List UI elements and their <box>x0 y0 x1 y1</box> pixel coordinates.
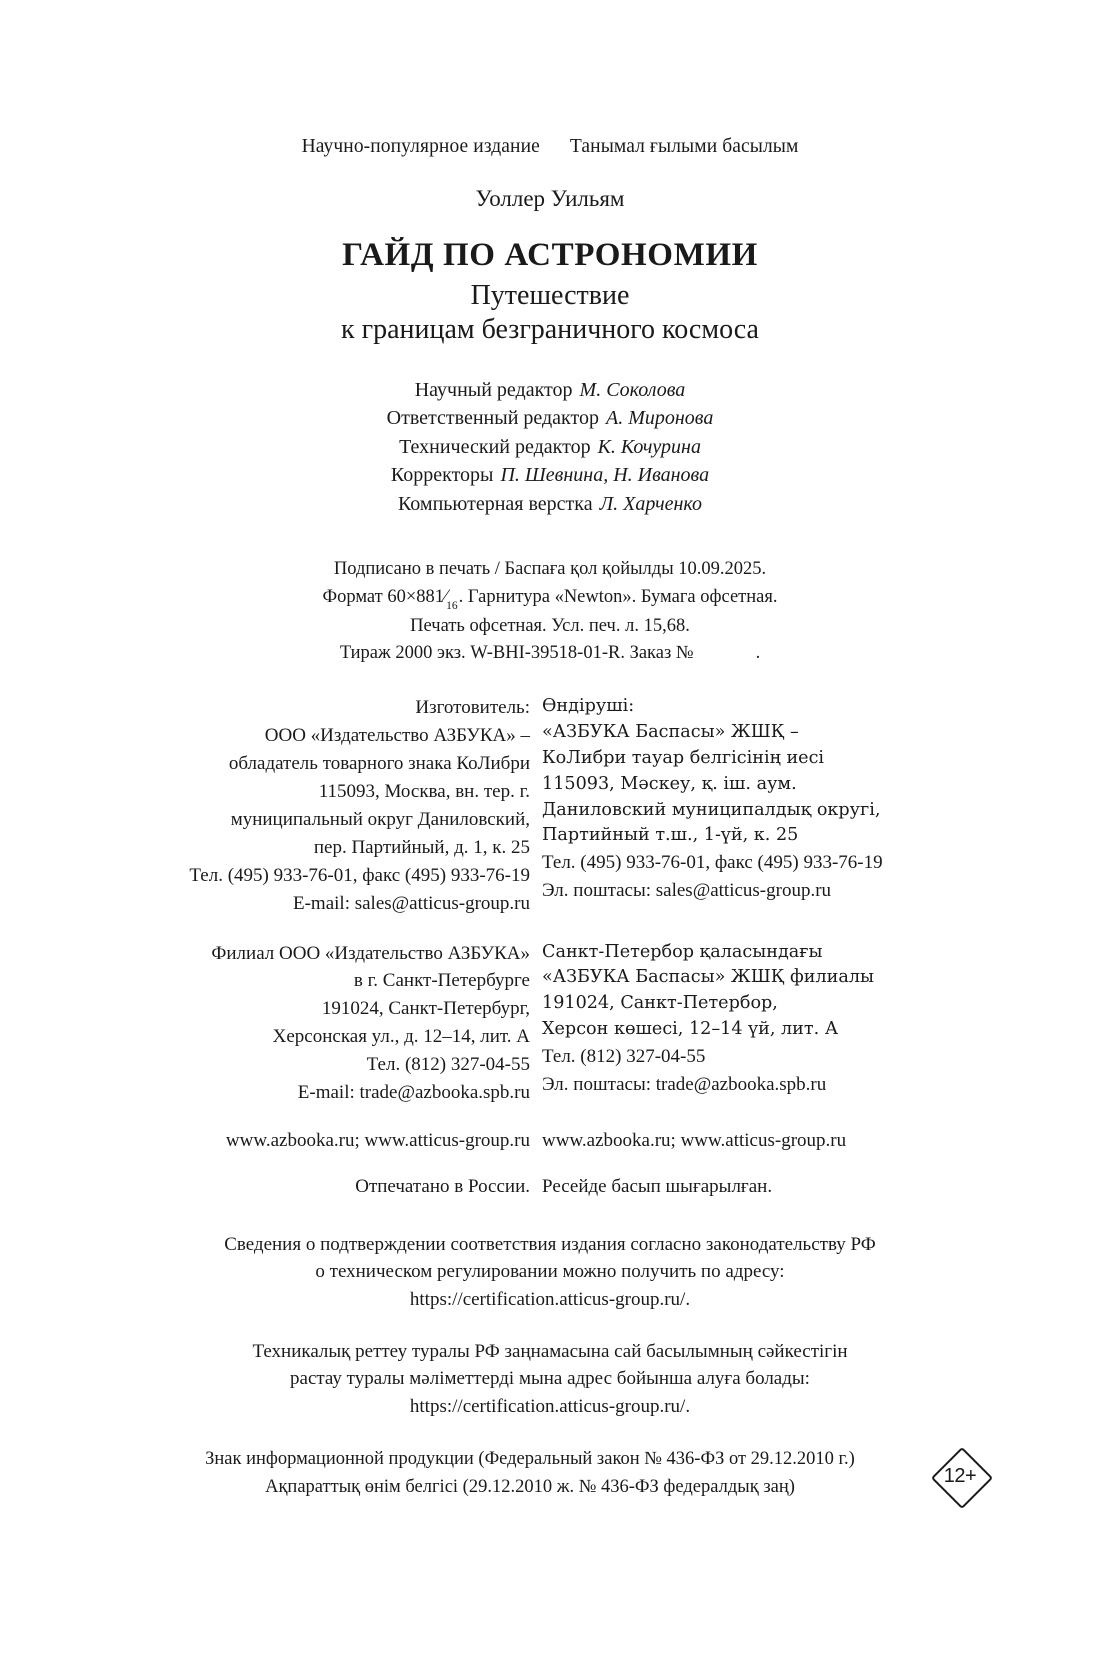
publisher-email[interactable]: Эл. поштасы: sales@atticus-group.ru <box>542 880 832 902</box>
format-prefix: Формат 60×88 <box>322 586 435 607</box>
branch-email[interactable]: E-mail: trade@azbooka.spb.ru <box>297 1082 530 1104</box>
publisher-line: обладатель товарного знака КоЛибри <box>228 752 530 774</box>
certification-line: растау туралы мәліметтерді мына адрес бойынша алуға болады: <box>290 1368 810 1390</box>
book-subtitle-line-1: Путешествие <box>470 280 630 311</box>
publisher-line: Изготовитель: <box>415 697 530 719</box>
credit-row <box>0 404 1100 432</box>
branch-line: Санкт-Петербор қаласындағы <box>542 941 823 962</box>
branch-email[interactable]: Эл. поштасы: trade@azbooka.spb.ru <box>542 1073 827 1095</box>
info-sign-line-kk: Ақпараттық өнім белгісі (29.12.2010 ж. № 436-ФЗ федералдық заң) <box>265 1476 795 1497</box>
publisher-line: Даниловский муниципалдық округі, <box>542 799 881 820</box>
series-label-ru: Научно-популярное издание <box>301 136 540 157</box>
author-name: Уоллер Уильям <box>475 186 625 211</box>
publisher-column-kk <box>542 694 942 917</box>
certification-line: Техникалық реттеу туралы РФ заңнамасына сай басылымның сәйкестігін <box>252 1340 848 1362</box>
print-signed-date: Подписано в печать / Баспаға қол қойылды 10.09.2025. <box>333 558 767 579</box>
credit-role: Технический редактор <box>399 435 591 458</box>
spacer <box>0 918 1100 940</box>
certification-line: Сведения о подтверждении соответствия издания согласно законодательству РФ <box>224 1233 876 1255</box>
technical-imprint-block <box>0 556 1100 668</box>
branch-line: Херсонская ул., д. 12–14, лит. А <box>272 1026 530 1048</box>
certification-line: о техническом регулировании можно получить по адресу: <box>315 1261 785 1283</box>
branch-line: Филиал ООО «Издательство АЗБУКА» <box>211 942 530 964</box>
certification-block-ru <box>0 1231 1100 1314</box>
publisher-line: 115093, Мәскеу, қ. іш. аум. <box>542 773 797 794</box>
credit-role: Компьютерная верстка <box>397 492 593 515</box>
credit-row <box>0 490 1100 518</box>
format-suffix: . Гарнитура «Newton». Бумага офсетная. <box>458 586 778 607</box>
credit-person: К. Кочурина <box>597 435 701 458</box>
publisher-column-ru <box>180 694 530 917</box>
series-line <box>0 136 1100 158</box>
printed-in-block <box>0 1173 1100 1201</box>
credit-role: Научный редактор <box>414 379 573 401</box>
branch-line: 191024, Санкт-Петербург, <box>321 998 530 1020</box>
publisher-phone: Тел. (495) 933-76-01, факс (495) 933-76-19 <box>542 852 883 874</box>
publisher-email[interactable]: E-mail: sales@atticus-group.ru <box>293 892 530 914</box>
websites-block <box>0 1127 1100 1155</box>
credit-row <box>0 433 1100 461</box>
website-kk[interactable]: www.azbooka.ru; www.atticus-group.ru <box>542 1130 847 1152</box>
credit-person: А. Миронова <box>606 407 714 430</box>
branch-line: 191024, Санкт-Петербор, <box>542 993 778 1014</box>
fraction-denominator: 16 <box>446 600 458 613</box>
credit-role: Корректоры <box>390 464 494 487</box>
branch-block <box>0 940 1100 1108</box>
credit-row <box>0 376 1100 404</box>
publisher-line: муниципальный округ Даниловский, <box>230 808 530 830</box>
book-title: ГАЙД ПО АСТРОНОМИИ <box>342 237 758 273</box>
publisher-line: «АЗБУКА Баспасы» ЖШҚ – <box>542 722 799 742</box>
info-sign-line-ru: Знак информационной продукции (Федеральный закон № 436-ФЗ от 29.12.2010 г.) <box>205 1449 855 1470</box>
branch-phone: Тел. (812) 327-04-55 <box>366 1054 530 1076</box>
book-subtitle-line-2: к границам безграничного космоса <box>341 314 759 345</box>
certification-url[interactable]: https://certification.atticus-group.ru/. <box>409 1395 691 1417</box>
credit-role: Ответственный редактор <box>386 407 599 430</box>
print-run-prefix: Тираж 2000 экз. W-BHI-39518-01-R. Заказ № <box>339 643 694 664</box>
series-label-kk: Танымал ғылыми басылым <box>569 136 799 157</box>
format-fraction: $1⁄_{16}$ <box>434 586 458 613</box>
publisher-columns <box>0 694 1100 1201</box>
format-line <box>0 584 1100 613</box>
branch-column-ru <box>180 940 530 1108</box>
branch-line: в г. Санкт-Петербурге <box>353 970 530 992</box>
branch-line: Херсон көшесі, 12–14 үй, лит. А <box>542 1019 839 1040</box>
branch-column-kk <box>542 940 942 1108</box>
certification-url[interactable]: https://certification.atticus-group.ru/. <box>409 1288 691 1310</box>
publisher-line: пер. Партийный, д. 1, к. 25 <box>313 836 530 858</box>
fraction-numerator: 1 <box>434 586 445 607</box>
info-sign-block <box>0 1446 1100 1502</box>
credit-person: П. Шевнина, Н. Иванова <box>500 464 710 487</box>
certification-block-kk <box>0 1338 1100 1421</box>
branch-line: «АЗБУКА Баспасы» ЖШҚ филиалы <box>542 967 875 988</box>
publisher-line: ООО «Издательство АЗБУКА» – <box>264 725 530 747</box>
publisher-line: Партийный т.ш., 1-үй, к. 25 <box>542 825 799 846</box>
branch-phone: Тел. (812) 327-04-55 <box>542 1045 706 1067</box>
publisher-block <box>0 694 1100 917</box>
print-run-line <box>0 640 1100 668</box>
publisher-phone: Тел. (495) 933-76-01, факс (495) 933-76-19 <box>189 864 530 886</box>
credit-row <box>0 461 1100 489</box>
age-rating-label: 12+ <box>943 1465 977 1488</box>
publisher-line: КоЛибри тауар белгісінің иесі <box>542 747 825 768</box>
printed-in-ru: Отпечатано в России. <box>355 1175 530 1197</box>
publisher-line: Өндіруші: <box>542 696 635 717</box>
credit-person: Л. Харченко <box>599 492 703 515</box>
printed-in-kk: Ресейде басып шығарылған. <box>542 1175 773 1197</box>
print-run-suffix: . <box>755 643 761 664</box>
credit-person: М. Соколова <box>579 379 686 401</box>
print-type-line: Печать офсетная. Усл. печ. л. 15,68. <box>410 615 690 636</box>
website-ru[interactable]: www.azbooka.ru; www.atticus-group.ru <box>225 1130 530 1152</box>
credits-block <box>0 376 1100 518</box>
age-rating-badge <box>932 1448 988 1504</box>
publisher-line: 115093, Москва, вн. тер. г. <box>318 780 530 802</box>
